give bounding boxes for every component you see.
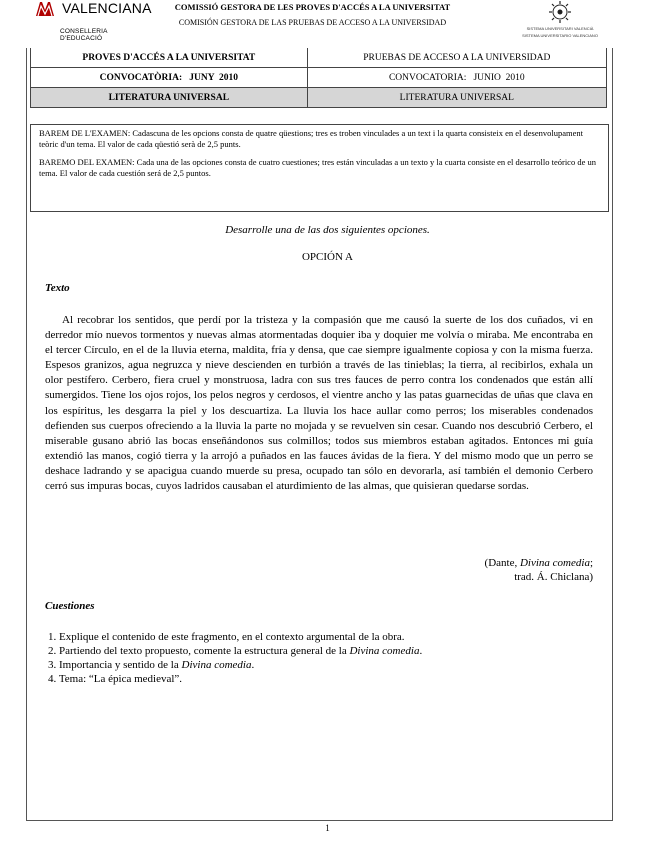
question-text: Importancia y sentido de la <box>59 659 182 671</box>
generalitat-logo <box>28 0 152 44</box>
logo-word: VALENCIANA <box>62 0 152 16</box>
question-number: 1. <box>48 631 57 643</box>
question-italic: Divina comedia <box>181 659 252 671</box>
header-title-val: COMISSIÓ GESTORA DE LES PROVES D'ACCÉS A LA UNIVERSITAT <box>174 2 451 12</box>
logo-right-line1: SISTEMA UNIVERSITARI VALENCIÀ <box>526 26 594 31</box>
question-item <box>48 644 422 658</box>
citation-prefix: (Dante, <box>484 557 520 569</box>
question-italic: Divina comedia <box>349 645 420 657</box>
convocatoria-es: CONVOCATORIA: JUNIO 2010 <box>307 68 606 88</box>
citation-translator: trad. Á. Chiclana) <box>514 571 593 583</box>
subject-val: LITERATURA UNIVERSAL <box>31 88 308 108</box>
question-number: 4. <box>48 673 57 685</box>
barem-es: BAREMO DEL EXAMEN: Cada una de las opciones consta de cuatro cuestiones; tres están vinculadas a un texto y la cuarta consiste en el desarrollo teórico de un tema. El valor de cada cuestión será de 2,5 puntos. <box>39 157 596 178</box>
university-emblem-icon <box>547 0 573 24</box>
logo-subtitle: CONSELLERIA D'EDUCACIÓ <box>60 28 108 42</box>
header-titles <box>140 0 485 27</box>
questions-list <box>48 630 422 686</box>
cuestiones-heading: Cuestiones <box>45 600 95 612</box>
texto-heading: Texto <box>45 282 70 294</box>
question-text: Explique el contenido de este fragmento, en el contexto argumental de la obra. <box>59 631 405 643</box>
citation <box>300 556 593 584</box>
logo-right-line2: SISTEMA UNIVERSITARIO VALENCIANO <box>522 33 598 38</box>
question-after: . <box>251 659 255 671</box>
question-after: . <box>419 645 423 657</box>
question-item <box>48 658 422 672</box>
barem-box <box>30 124 609 212</box>
sistema-universitari-logo <box>490 0 630 44</box>
subject-es: LITERATURA UNIVERSAL <box>307 88 606 108</box>
title-es: PRUEBAS DE ACCESO A LA UNIVERSIDAD <box>307 48 606 68</box>
header-title-es: COMISIÓN GESTORA DE LAS PRUEBAS DE ACCESO A LA UNIVERSIDAD <box>178 18 447 27</box>
question-item <box>48 672 422 686</box>
header <box>0 0 655 48</box>
page-number: 1 <box>325 823 330 833</box>
texto-body: Al recobrar los sentidos, que perdí por la tristeza y la compasión que me causó la suerte de los dos cuñados, vi en derredor mío nuevos tormentos y nuevas almas atormentadas doquier iba y doquier me volvía o miraba. Me encontraba en el tercer Círculo, en el de la lluvia eterna, maldita, fría y densa, que cae siempre igualmente copiosa y con la misma fuerza. Espesos granizos, agua negruzca y nieve descienden en turbión a través de las tinieblas; la tierra, al recibirlos, exhala un olor pestífero. Cerbero, fiera cruel y monstruosa, ladra con sus tres fauces de perro contra los condenados que están allí sumergidos. Tiene los ojos rojos, los pelos negros y cerdosos, el vientre ancho y las patas guarnecidas de uñas que clava en los espíritus, les desgarra la piel y los descuartiza. La lluvia los hace aullar como perros; los miserables condenados defienden sus cuerpos ofreciendo a la lluvia la parte no mojada y se revuelven sin cesar. Cuando nos descubrió Cerbero, el miserable gusano abrió las bocas enseñándonos sus colmillos; todos sus miembros estaban agitados. Entonces mi guía extendió las manos, cogió tierra y la arrojó a puñados en las fauces ávidas de la fiera. Y del mismo modo que un perro se deshace ladrando y se apacigua cuando muerde su presa, ocupado tan sólo en devorarla, así también el demonio Cerbero cerró sus impuras bocas, cuyos ladridos causaban el aturdimiento de las almas, que quisieran quedarse sordas. <box>45 314 593 493</box>
exam-info-table <box>30 48 607 108</box>
title-val: PROVES D'ACCÉS A LA UNIVERSITAT <box>31 48 308 68</box>
option-title: OPCIÓN A <box>301 251 354 263</box>
citation-work: Divina comedia <box>519 557 590 569</box>
barem-val: BAREM DE L'EXAMEN: Cadascuna de les opcions consta de quatre qüestions; tres es troben vinculades a un text i la quarta consisteix en el desenvolupament teòric d'un tema. El valor de cada qüestió serà de 2,5 punts. <box>39 128 583 149</box>
question-number: 2. <box>48 645 57 657</box>
question-number: 3. <box>48 659 57 671</box>
question-item <box>48 630 422 644</box>
generalitat-emblem-icon <box>34 0 56 18</box>
citation-suffix: ; <box>589 557 593 569</box>
convocatoria-val: CONVOCATÒRIA: JUNY 2010 <box>31 68 308 88</box>
question-text: Tema: “La épica medieval”. <box>58 673 183 685</box>
question-text: Partiendo del texto propuesto, comente la estructura general de la <box>59 645 350 657</box>
instruction: Desarrolle una de las dos siguientes opciones. <box>225 224 430 236</box>
